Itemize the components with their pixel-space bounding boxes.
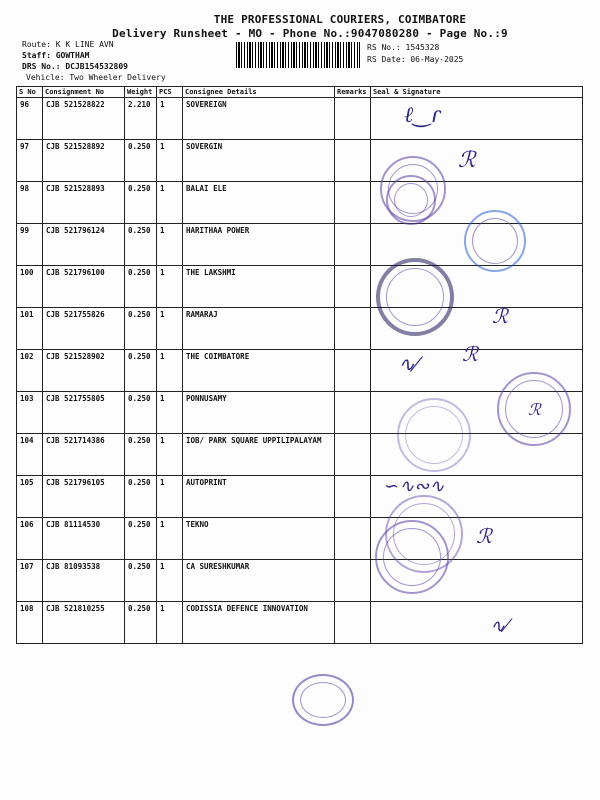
cell-seal [371,98,583,140]
signature-icon: ∽∿∾∿ [384,476,445,497]
table-row [17,434,583,476]
cell-consignment: CJB 521755826 [43,308,125,350]
cell-remarks [335,308,371,350]
cell-remarks [335,602,371,644]
cell-weight: 2.210 [125,98,157,140]
cell-consignee: CA SURESHKUMAR [183,560,335,602]
cell-consignee: THE LAKSHMI [183,266,335,308]
rs-date-label: RS Date: [367,55,406,64]
cell-consignment: CJB 521796105 [43,476,125,518]
rs-no-label: RS No.: [367,43,401,52]
stamp-icon [397,398,471,472]
cell-weight: 0.250 [125,518,157,560]
cell-consignment: CJB 521796124 [43,224,125,266]
rs-no-line [367,43,439,52]
staff-label: Staff: [22,51,51,60]
rs-date-value: 06-May-2025 [410,55,464,64]
cell-remarks [335,98,371,140]
col-consignment: Consignment No [43,87,125,98]
table-row [17,140,583,182]
cell-consignment: CJB 521528902 [43,350,125,392]
signature-icon: ℛ [462,342,478,366]
cell-sno: 99 [17,224,43,266]
cell-consignment: CJB 521810255 [43,602,125,644]
cell-seal [371,602,583,644]
col-seal: Seal & Signature [371,87,583,98]
cell-sno: 103 [17,392,43,434]
cell-sno: 106 [17,518,43,560]
cell-sno: 104 [17,434,43,476]
cell-sno: 102 [17,350,43,392]
cell-pcs: 1 [157,518,183,560]
table-row [17,560,583,602]
col-sno: S No [17,87,43,98]
cell-consignee: HARITHAA POWER [183,224,335,266]
cell-sno: 98 [17,182,43,224]
stamp-icon [386,175,436,225]
cell-consignment: CJB 521755805 [43,392,125,434]
cell-sno: 100 [17,266,43,308]
signature-icon: ℛ [528,400,541,419]
cell-consignee: RAMARAJ [183,308,335,350]
cell-consignee: CODISSIA DEFENCE INNOVATION [183,602,335,644]
cell-sno: 107 [17,560,43,602]
cell-remarks [335,266,371,308]
cell-consignment: CJB 521528893 [43,182,125,224]
col-pcs: PCS [157,87,183,98]
table-header [17,87,583,98]
table-row [17,350,583,392]
signature-icon: ℛ [458,148,476,173]
cell-pcs: 1 [157,308,183,350]
vehicle-label: Vehicle: [26,73,65,82]
cell-pcs: 1 [157,434,183,476]
signature-icon: ∿⁄ [490,616,509,637]
cell-remarks [335,392,371,434]
col-consignee: Consignee Details [183,87,335,98]
stamp-icon [376,258,454,336]
cell-consignee: IOB/ PARK SQUARE UPPILIPALAYAM [183,434,335,476]
vehicle-value: Two Wheeler Delivery [69,73,166,82]
cell-pcs: 1 [157,350,183,392]
table-row [17,476,583,518]
cell-pcs: 1 [157,140,183,182]
page-subtitle: Delivery Runsheet - MO - Phone No.:9047080280 - Page No.:9 [112,27,508,40]
cell-weight: 0.250 [125,224,157,266]
stamp-icon [375,520,449,594]
cell-consignment: CJB 81093538 [43,560,125,602]
drs-label: DRS No.: [22,62,61,71]
cell-consignment: CJB 521528822 [43,98,125,140]
cell-consignee: THE COIMBATORE [183,350,335,392]
cell-pcs: 1 [157,182,183,224]
rs-date-line [367,55,463,64]
cell-sno: 97 [17,140,43,182]
cell-remarks [335,350,371,392]
cell-remarks [335,434,371,476]
cell-consignee: AUTOPRINT [183,476,335,518]
cell-remarks [335,140,371,182]
cell-consignment: CJB 521714386 [43,434,125,476]
cell-remarks [335,518,371,560]
cell-sno: 101 [17,308,43,350]
cell-weight: 0.250 [125,434,157,476]
cell-remarks [335,224,371,266]
cell-weight: 0.250 [125,476,157,518]
cell-weight: 0.250 [125,602,157,644]
route-label: Route: [22,40,51,49]
barcode [236,42,360,68]
cell-remarks [335,476,371,518]
drs-line [22,62,128,71]
cell-weight: 0.250 [125,266,157,308]
cell-remarks [335,182,371,224]
cell-consignee: TEKNO [183,518,335,560]
cell-pcs: 1 [157,266,183,308]
stamp-icon [464,210,526,272]
cell-sno: 96 [17,98,43,140]
staff-line [22,51,89,60]
col-weight: Weight [125,87,157,98]
cell-pcs: 1 [157,392,183,434]
staff-value: GOWTHAM [55,51,90,60]
cell-weight: 0.250 [125,350,157,392]
route-value: K K LINE AVN [55,40,114,49]
signature-icon: ℓ‿ɾ [404,103,441,128]
cell-consignee: SOVEREIGN [183,98,335,140]
cell-weight: 0.250 [125,182,157,224]
cell-weight: 0.250 [125,392,157,434]
cell-consignee: SOVERGIN [183,140,335,182]
cell-consignment: CJB 521796100 [43,266,125,308]
cell-pcs: 1 [157,98,183,140]
cell-weight: 0.250 [125,560,157,602]
cell-remarks [335,560,371,602]
vehicle-line [26,73,166,82]
cell-pcs: 1 [157,560,183,602]
runsheet-table [16,86,583,644]
table-row [17,518,583,560]
cell-pcs: 1 [157,476,183,518]
cell-consignee: BALAI ELE [183,182,335,224]
signature-icon: ℛ [492,304,508,328]
cell-weight: 0.250 [125,308,157,350]
signature-icon: ℛ [476,524,492,548]
cell-weight: 0.250 [125,140,157,182]
signature-icon: ∿⁄ [398,352,419,376]
cell-sno: 108 [17,602,43,644]
cell-consignment: CJB 521528892 [43,140,125,182]
route-line [22,40,114,49]
cell-consignment: CJB 81114530 [43,518,125,560]
page-title: THE PROFESSIONAL COURIERS, COIMBATORE [213,13,467,26]
cell-pcs: 1 [157,602,183,644]
rs-no-value: 1545328 [405,43,440,52]
cell-pcs: 1 [157,224,183,266]
table-row [17,98,583,140]
drs-value: DCJB154532809 [65,62,128,71]
cell-consignee: PONNUSAMY [183,392,335,434]
col-remarks: Remarks [335,87,371,98]
cell-sno: 105 [17,476,43,518]
stamp-icon [292,674,354,726]
